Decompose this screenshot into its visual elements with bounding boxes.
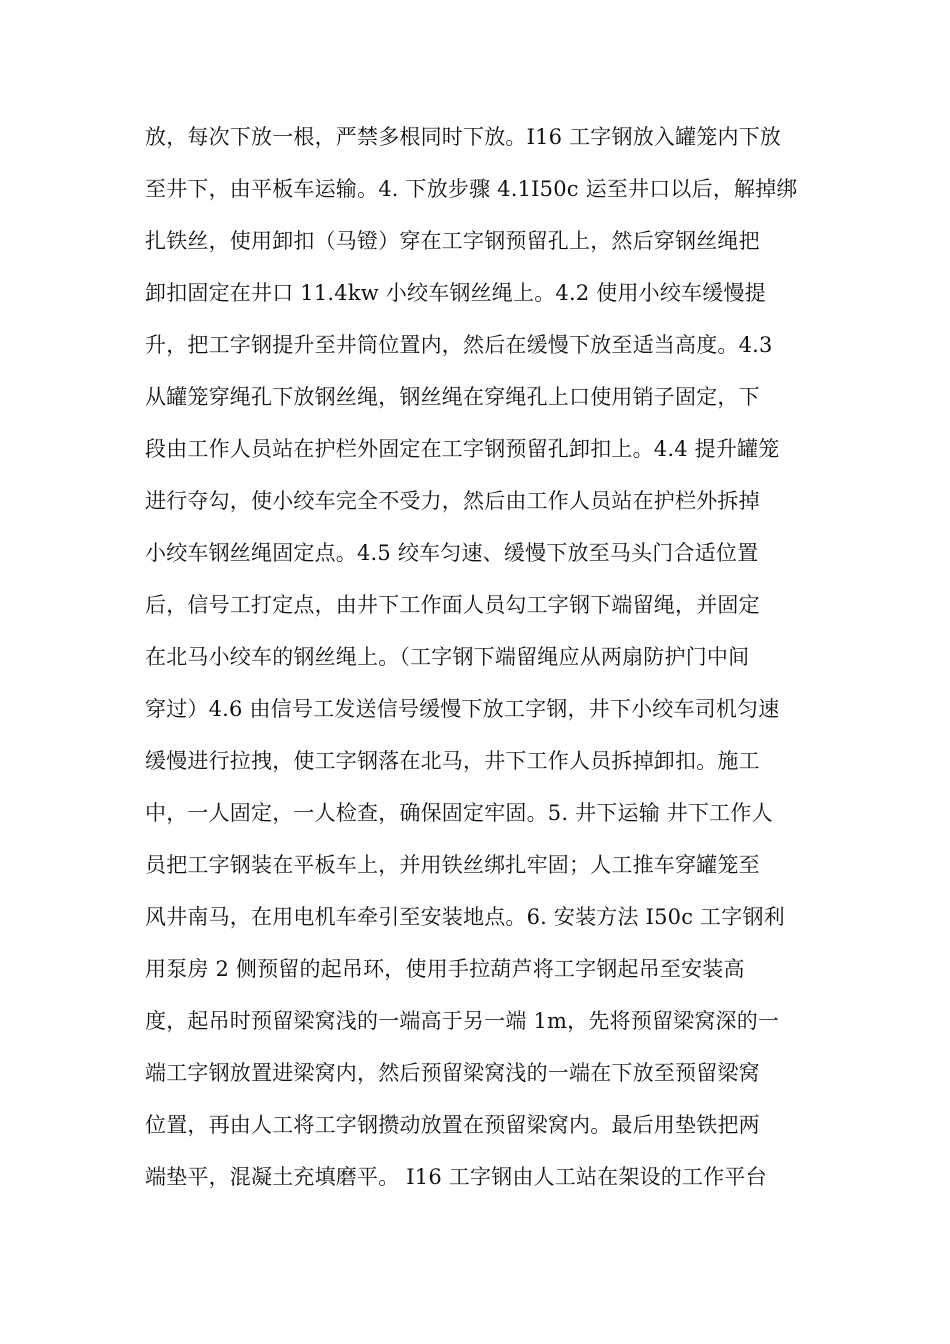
text-line: 位置，再由人工将工字钢攒动放置在预留梁窝内。最后用垫铁把两 (145, 1113, 760, 1137)
text-line: 缓慢进行拉拽，使工字钢落在北马，井下工作人员拆掉卸扣。施工 (145, 749, 760, 773)
text-line: 至井下，由平板车运输。4. 下放步骤 4.1I50c 运至井口以后，解掉绑 (145, 177, 798, 201)
text-line: 度，起吊时预留梁窝浅的一端高于另一端 1m，先将预留梁窝深的一 (145, 1009, 780, 1033)
text-line: 风井南马，在用电机车牵引至安装地点。6. 安装方法 I50c 工字钢利 (145, 905, 785, 929)
text-line: 小绞车钢丝绳固定点。4.5 绞车匀速、缓慢下放至马头门合适位置 (145, 541, 759, 565)
text-line: 扎铁丝，使用卸扣（马镫）穿在工字钢预留孔上，然后穿钢丝绳把 (145, 229, 760, 253)
text-line: 卸扣固定在井口 11.4kw 小绞车钢丝绳上。4.2 使用小绞车缓慢提 (145, 281, 766, 305)
text-line: 在北马小绞车的钢丝绳上。（工字钢下端留绳应从两扇防护门中间 (145, 645, 750, 669)
text-line: 后，信号工打定点，由井下工作面人员勾工字钢下端留绳，并固定 (145, 593, 760, 617)
text-line: 放，每次下放一根，严禁多根同时下放。I16 工字钢放入罐笼内下放 (145, 125, 782, 149)
text-line: 端工字钢放置进梁窝内，然后预留梁窝浅的一端在下放至预留梁窝 (145, 1061, 760, 1085)
body-text (145, 117, 810, 1209)
text-line: 段由工作人员站在护栏外固定在工字钢预留孔卸扣上。4.4 提升罐笼 (145, 437, 780, 461)
text-line: 端垫平，混凝土充填磨平。 I16 工字钢由人工站在架设的工作平台 (145, 1165, 767, 1189)
text-line: 中，一人固定，一人检查，确保固定牢固。5. 井下运输 井下工作人 (145, 801, 773, 825)
text-line: 进行夺勾，使小绞车完全不受力，然后由工作人员站在护栏外拆掉 (145, 489, 760, 513)
text-line: 员把工字钢装在平板车上，并用铁丝绑扎牢固；人工推车穿罐笼至 (145, 853, 760, 877)
text-line: 穿过）4.6 由信号工发送信号缓慢下放工字钢，井下小绞车司机匀速 (145, 697, 780, 721)
text-line: 从罐笼穿绳孔下放钢丝绳，钢丝绳在穿绳孔上口使用销子固定，下 (145, 385, 760, 409)
text-line: 用泵房 2 侧预留的起吊环，使用手拉葫芦将工字钢起吊至安装高 (145, 957, 745, 981)
text-line: 升，把工字钢提升至井筒位置内，然后在缓慢下放至适当高度。4.3 (145, 333, 773, 357)
